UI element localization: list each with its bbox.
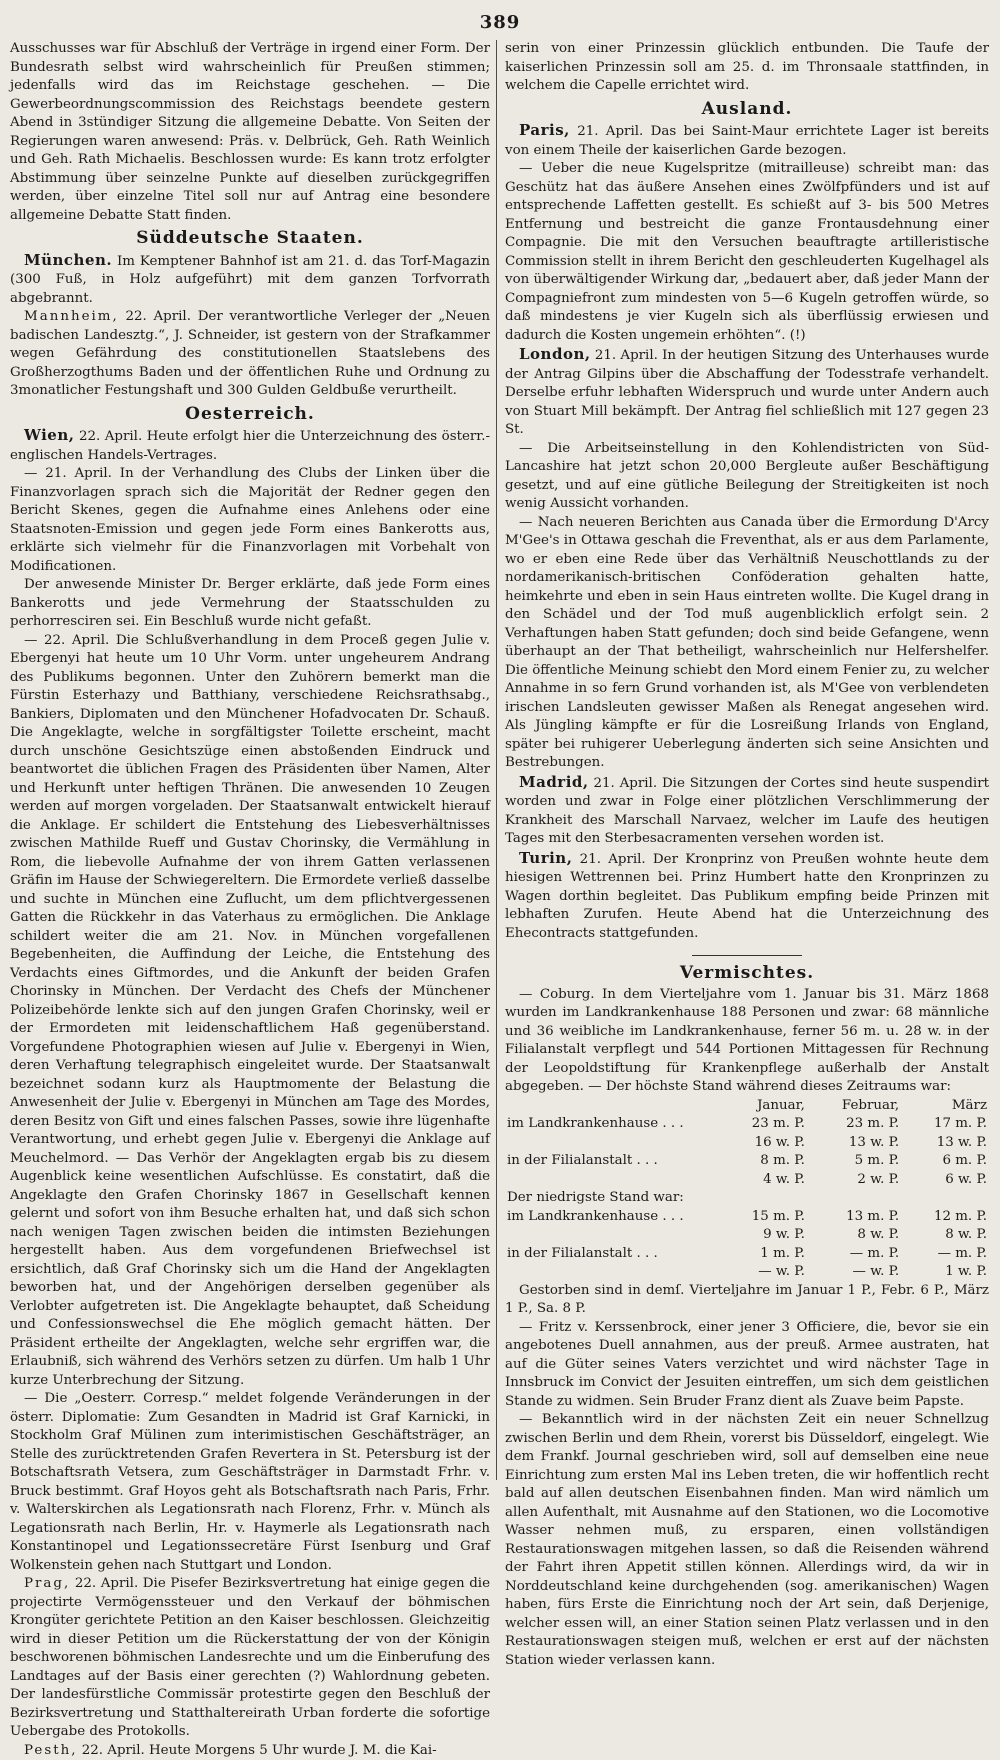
article-schnellzug: — Bekanntlich wird in der nächsten Zeit ein neuer Schnellzug zwischen Berlin und dem Rhein, vorerst bis Düsseldorf, eingelegt. Wie dem Frankf. Journal geschrieben wird, soll auf demselben eine neue Einrichtung zum ersten Mal ins Leben treten, die wir hoffentlich recht bald auf allen deutschen Eisenbahnen finden. Man wird nämlich um allen Aufenthalt, mit Ausnahme auf den Stationen, wo die Locomotive Wasser nehmen muß, zu ersparen, einen vollständigen Restaurationswagen mitgehen lassen, so daß die Reisenden während der Fahrt ihren Appetit stillen können. Allerdings wird, da wir in Norddeutschland keine durchgehenden (sog. amerikanischen) Wagen haben, fürs Erste die Einrichtung noch der Art sein, daß Derjenige, welcher essen will, an einer Station seinen Platz verlassen und in den Restaurationswagen steigen muß, welchen er erst auf der nächsten Station wieder verlassen kann.: [505, 1411, 989, 1670]
stats-cell: 13 m. P.: [807, 1208, 901, 1227]
dateline-wien: Wien,: [24, 426, 74, 444]
article-prag-text: 22. April. Die Pisefer Bezirksvertretung hat einige gegen die projectirte Vermögenssteuer und den Verkauf der böhmischen Krongüter gerichtete Petition an den Kaiser beschlossen. Gleichzeitig wird in dieser Petition um die Rückerstattung der von der Königin beschworenen böhmischen Landesrechte und um die Einberufung des Landtages auf der Basis einer gerechten (?) Wahlordnung gebeten. Der landesfürstliche Commissär protestirte gegen den Beschluß der Bezirksvertretung und Statthaltereirath Urban forderte die sofortige Uebergabe des Protokolls.: [10, 1576, 490, 1739]
article-muenchen: [10, 251, 490, 309]
stats-cell: 1 m. P.: [719, 1245, 807, 1264]
stats-cell: Februar,: [807, 1097, 901, 1116]
page-number: 389: [0, 12, 1000, 33]
stats-cell: — m. P.: [901, 1245, 989, 1264]
section-heading-vermischtes: Vermischtes.: [505, 964, 989, 983]
article-wien-21april: — 21. April. In der Verhandlung des Clubs der Linken über die Finanzvorlagen sprach sich die Majorität der Redner gegen den Bericht Skenes, gegen die Aufnahme eines Anlehens oder eine Staatsnoten-Emission und gegen jede Form eines Bankerotts aus, erklärte sich vielmehr für die Finanzvorlagen mit Vorbehalt von Modificationen.: [10, 465, 490, 576]
stats-row: [505, 1263, 989, 1282]
article-pesth-text: 22. April. Heute Morgens 5 Uhr wurde J. M. die Kai-: [77, 1743, 436, 1758]
article-wien-text: 22. April. Heute erfolgt hier die Unterzeichnung des österr.-englischen Handels-Vertrages.: [10, 429, 490, 463]
article-pesth-continued: serin von einer Prinzessin glücklich entbunden. Die Taufe der kaiserlichen Prinzessin soll am 25. d. im Thronsaale stattfinden, in welchem die Capelle errichtet wird.: [505, 40, 989, 96]
stats-cell: 8 w. P.: [901, 1226, 989, 1245]
dateline-muenchen: München.: [24, 251, 112, 269]
stats-cell: Januar,: [719, 1097, 807, 1116]
article-wien-diplomatie: — Die „Oesterr. Corresp.“ meldet folgende Veränderungen in der österr. Diplomatie: Zum Gesandten in Madrid ist Graf Karnicki, in Stockholm Graf Mülinen zum interimistischen Geschäftsträger, an Stelle des zurücktretenden Grafen Revertera in St. Petersburg ist der Botschaftsrath Vetsera, zum Geschäftsträger in Darmstadt Frhr. v. Bruck bestimmt. Graf Hoyos geht als Botschaftsrath nach Paris, Frhr. v. Walterskirchen als Legationsrath nach Florenz, Frhr. v. Münch als Legationsrath nach Berlin, Hr. v. Haymerle als Legationsrath nach Konstantinopel und Legationssecretäre Fürst Isenburg und Graf Wolkenstein gehen nach Stuttgart und London.: [10, 1390, 490, 1575]
article-coburg: — Coburg. In dem Vierteljahre vom 1. Januar bis 31. März 1868 wurden im Landkrankenhause 188 Personen und zwar: 68 männliche und 36 weibliche im Landkrankenhause, ferner 56 m. u. 28 w. in der Filialanstalt verpflegt und 544 Portionen Mittagessen für Rechnung der Leopoldstiftung für Krankenpflege außerhalb der Anstalt abgegeben. — Der höchste Stand während dieses Zeitraums war:: [505, 986, 989, 1097]
article-pesth: [10, 1742, 490, 1760]
stats-cell: 13 w. P.: [901, 1134, 989, 1153]
stats-cell: — w. P.: [807, 1263, 901, 1282]
dateline-prag: Prag,: [24, 1576, 70, 1591]
article-kerssenbrock: — Fritz v. Kerssenbrock, einer jener 3 Officiere, die, bevor sie ein angebotenes Duell annahmen, aus der preuß. Armee austraten, hat auf die Güter seines Vaters verzichtet und wird nächster Tage in Innsbruck im Convict der Jesuiten eintreffen, um sich dem geistlichen Stande zu widmen. Sein Bruder Franz dient als Zuave beim Papste.: [505, 1319, 989, 1412]
stats-row-label: im Landkrankenhause . . .: [505, 1115, 719, 1134]
stats-cell: 12 m. P.: [901, 1208, 989, 1227]
section-rule: [692, 955, 802, 956]
column-divider: [496, 40, 497, 1480]
article-turin-text: 21. April. Der Kronprinz von Preußen wohnte heute dem hiesigen Wettrennen bei. Prinz Humbert hatte den Kronprinzen zu Wagen dorthin begleitet. Das Publikum empfing beide Prinzen mit lebhaften Zurufen. Heute Abend hat die Unterzeichnung des Ehecontracts stattgefunden.: [505, 852, 989, 941]
article-madrid-text: 21. April. Die Sitzungen der Cortes sind heute suspendirt worden und zwar in Folge einer plötzlichen Verschlimmerung der Krankheit des Marschall Narvaez, welcher im Laufe des heutigen Tages mit den Sterbesacramenten versehen worden ist.: [505, 776, 989, 847]
stats-cell: 6 w. P.: [901, 1171, 989, 1190]
article-turin: [505, 849, 989, 944]
stats-row-label: in der Filialanstalt . . .: [505, 1245, 719, 1264]
section-heading-sueddeutsche: Süddeutsche Staaten.: [10, 229, 490, 248]
dateline-paris: Paris,: [519, 121, 570, 139]
stats-cell: 5 m. P.: [807, 1152, 901, 1171]
article-paris-text: 21. April. Das bei Saint-Maur errichtete Lager ist bereits von einem Theile der kaiserlichen Garde bezogen.: [505, 124, 989, 158]
article-kugelspritze: — Ueber die neue Kugelspritze (mitrailleuse) schreibt man: das Geschütz hat das äußere Ansehen eines Zwölfpfünders und ist auf entsprechende Laffetten gestellt. Es schießt auf 3- bis 500 Metres Entfernung und bestreicht die ganze Frontausdehnung einer Compagnie. Die mit den Versuchen beauftragte artilleristische Commission stellt in ihrem Bericht den geschleuderten Kugelhagel als von überwältigender Wirkung dar, „bedauert aber, daß jeder Mann der Compagniefront zum mindesten von 5—6 Kugeln getroffen würde, so daß mindestens je vier Kugeln sich als überflüssig erwiesen und dadurch die Kosten ungemein erhöhten“. (!): [505, 160, 989, 345]
coburg-stats-table: [505, 1097, 989, 1282]
dateline-london: London,: [519, 345, 591, 363]
stats-cell: 15 m. P.: [719, 1208, 807, 1227]
article-arbeitseinstellung: — Die Arbeitseinstellung in den Kohlendistricten von Süd-Lancashire hat jetzt schon 20,000 Bergleute außer Beschäftigung gesetzt, und auf eine gütliche Beilegung der Streitigkeiten ist noch wenig Aussicht vorhanden.: [505, 440, 989, 514]
stats-subtitle: Der niedrigste Stand war:: [505, 1189, 989, 1208]
stats-row-label: [505, 1134, 719, 1153]
dateline-mannheim: Mannheim,: [24, 309, 119, 324]
article-mannheim-text: 22. April. Der verantwortliche Verleger der „Neuen badischen Landesztg.“, J. Schneider, ist gestern von der Strafkammer wegen Gefährdung des constitutionellen Staatslebens des Großherzogthums Baden und der öffentlichen Ruhe und Ordnung zu 3monatlicher Festungshaft und 300 Gulden Geldbuße verurtheilt.: [10, 309, 490, 398]
dateline-turin: Turin,: [519, 849, 572, 867]
article-madrid: [505, 773, 989, 849]
stats-row-label: im Landkrankenhause . . .: [505, 1208, 719, 1227]
article-paris: [505, 121, 989, 160]
stats-cell: 16 w. P.: [719, 1134, 807, 1153]
stats-subtitle-row: [505, 1189, 989, 1208]
dateline-pesth: Pesth,: [24, 1743, 77, 1758]
article-wien-berger: Der anwesende Minister Dr. Berger erklärte, daß jede Form eines Bankerotts und jede Vermehrung der Staatsschulden zu perhorresciren sei. Ein Beschluß wurde nicht gefaßt.: [10, 576, 490, 632]
stats-cell: 6 m. P.: [901, 1152, 989, 1171]
dateline-madrid: Madrid,: [519, 773, 589, 791]
stats-row: [505, 1152, 989, 1171]
stats-row: [505, 1115, 989, 1134]
stats-cell: — w. P.: [719, 1263, 807, 1282]
stats-row-label: [505, 1226, 719, 1245]
stats-cell: 2 w. P.: [807, 1171, 901, 1190]
stats-row: [505, 1171, 989, 1190]
article-muenchen-text: Im Kemptener Bahnhof ist am 21. d. das Torf-Magazin (300 Fuß, in Holz aufgeführt) mit dem ganzen Torfvorrath abgebrannt.: [10, 254, 490, 306]
section-heading-oesterreich: Oesterreich.: [10, 405, 490, 424]
stats-row-label: [505, 1263, 719, 1282]
stats-row-label: in der Filialanstalt . . .: [505, 1152, 719, 1171]
stats-cell: 4 w. P.: [719, 1171, 807, 1190]
article-wien: [10, 426, 490, 465]
stats-cell: 17 m. P.: [901, 1115, 989, 1134]
stats-header-row: [505, 1097, 989, 1116]
article-london: [505, 345, 989, 440]
stats-cell: 9 w. P.: [719, 1226, 807, 1245]
article-gestorben: Gestorben sind in demſ. Vierteljahre im Januar 1 P., Febr. 6 P., März 1 P., Sa. 8 P.: [505, 1282, 989, 1319]
stats-cell: — m. P.: [807, 1245, 901, 1264]
stats-cell: 23 m. P.: [807, 1115, 901, 1134]
stats-row: [505, 1245, 989, 1264]
stats-cell: 8 w. P.: [807, 1226, 901, 1245]
article-wien-prozess: — 22. April. Die Schlußverhandlung in dem Proceß gegen Julie v. Ebergenyi hat heute um 10 Uhr Vorm. unter ungeheurem Andrang des Publikums begonnen. Unter den Zuhörern bemerkt man die Fürstin Esterhazy und Batthiany, verschiedene Reichsrathsabg., Bankiers, Diplomaten und den Münchener Hofadvocaten Dr. Schauß. Die Angeklagte, welche in sorgfältigster Toilette erscheint, macht durch unschöne Gesichtszüge einen abstoßenden Eindruck und beantwortet die üblichen Fragen des Präsidenten über Namen, Alter und Herkunft unter heftigen Thränen. Die anwesenden 10 Zeugen werden auf morgen vorgeladen. Der Staatsanwalt entwickelt hierauf die Anklage. Er schildert die Entstehung des Liebesverhältnisses zwischen Mathilde Rueff und Gustav Chorinsky, die Vermählung in Rom, die liebevolle Aufnahme der von ihrem Gatten verlassenen Gräfin im Hause der Schwiegereltern. Die Ermordete verließ dasselbe und suchte in München eine Zuflucht, um dem pflichtvergessenen Gatten die Rückkehr in das Vaterhaus zu ermöglichen. Die Anklage schildert weiter die am 21. Nov. in München vorgefallenen Begebenheiten, die Auffindung der Leiche, die Entstehung des Verdachts eines Giftmordes, und die Ankunft der beiden Grafen Chorinsky in München. Der Verdacht des Chefs der Münchener Polizeibehörde lenkte sich auf den jungen Grafen Chorinsky, weil er der Ermordeten mit leidenschaftlichem Haß gegenüberstand. Vorgefundene Photographien wiesen auf Julie v. Ebergenyi in Wien, deren Verhaftung telegraphisch eingeleitet wurde. Der Staatsanwalt bezeichnet sodann kurz als Hauptmomente der Belastung die Anwesenheit der Julie v. Ebergenyi in München am Tage des Mordes, deren Besitz von Gift und eines falschen Passes, sowie ihre lügenhafte Verantwortung, und erhebt gegen Julie v. Ebergenyi die Anklage auf Meuchelmord. — Das Verhör der Angeklagten ergab bis zu diesem Augenblick keine wesentlichen Aufschlüsse. Es constatirt, daß die Angeklagte den Grafen Chorinsky 1867 in Gesellschaft kennen gelernt und sofort von ihm Besuche erhalten hat, und daß sich schon nach wenigen Tagen zwischen beiden die intimsten Beziehungen hergestellt haben. Aus dem vorgefundenen Briefwechsel ist ersichtlich, daß Graf Chorinsky sich um die Hand der Angeklagten beworben hat, und der Angehörigen derselben gegenüber als Verlobter aufgetreten ist. Die Angeklagte behauptet, daß Scheidung und Confessionswechsel die Ehe möglich gemacht hätten. Der Präsident ertheilte der Angeklagten, welche sehr ergriffen war, die Erlaubniß, sich während des Verhörs setzen zu dürfen. Um halb 1 Uhr kurze Unterbrechung der Sitzung.: [10, 632, 490, 1391]
stats-cell: 8 m. P.: [719, 1152, 807, 1171]
article-canada: — Nach neueren Berichten aus Canada über die Ermordung D'Arcy M'Gee's in Ottawa geschah die Freventhat, als er aus dem Parlamente, wo er eben eine Rede über das Verhältniß Neuschottlands zu der nordamerikanisch-britischen Conföderation gehalten hatte, heimkehrte und eben in sein Haus eintreten wollte. Die Kugel drang in den Schädel und der Tod muß augenblicklich erfolgt sein. 2 Verhaftungen haben Statt gefunden; doch sind beide Gefangene, wenn überhaupt an der That betheiligt, wahrscheinlich nur Helfershelfer. Die öffentliche Meinung schiebt den Mord einem Fenier zu, zu welcher Annahme in so fern Grund vorhanden ist, als M'Gee von verblendeten irischen Landsleuten gewisser Maßen als Renegat angesehen wird. Als Jüngling kämpfte er für die Losreißung Irlands von England, später bei ruhigerer Ueberlegung änderten sich seine Ansichten und Bestrebungen.: [505, 514, 989, 773]
stats-row: [505, 1226, 989, 1245]
stats-row: [505, 1134, 989, 1153]
left-column: [10, 40, 490, 1480]
stats-cell: 13 w. P.: [807, 1134, 901, 1153]
stats-row-label: [505, 1171, 719, 1190]
stats-cell: 23 m. P.: [719, 1115, 807, 1134]
article-bundesrath: Ausschusses war für Abschluß der Verträge in irgend einer Form. Der Bundesrath selbst wird wahrscheinlich für Preußen stimmen; jedenfalls wird das im Reichstage geschehen. — Die Gewerbeordnungscommission des Reichstags beendete gestern Abend in 3stündiger Sitzung die allgemeine Debatte. Von Seiten der Regierungen waren anwesend: Präs. v. Delbrück, Geh. Rath Weinlich und Geh. Rath Michaelis. Beschlossen wurde: Es kann trotz erfolgter Abstimmung über seinzelne Punkte auf dieselben zurückgegriffen werden, über einzelne Titel soll nur auf Antrag eine besondere allgemeine Debatte Statt finden.: [10, 40, 490, 225]
section-heading-ausland: Ausland.: [505, 100, 989, 119]
article-london-text: 21. April. In der heutigen Sitzung des Unterhauses wurde der Antrag Gilpins über die Abschaffung der Todesstrafe verhandelt. Derselbe erfuhr lebhaften Widerspruch und wurde unter Andern auch von Stuart Mill bekämpft. Der Antrag fiel schließlich mit 127 gegen 23 St.: [505, 348, 989, 437]
right-column: [505, 40, 989, 1480]
stats-cell: 1 w. P.: [901, 1263, 989, 1282]
article-mannheim: [10, 308, 490, 401]
stats-cell: März: [901, 1097, 989, 1116]
article-prag: [10, 1575, 490, 1742]
stats-row-label: [505, 1097, 719, 1116]
stats-row: [505, 1208, 989, 1227]
